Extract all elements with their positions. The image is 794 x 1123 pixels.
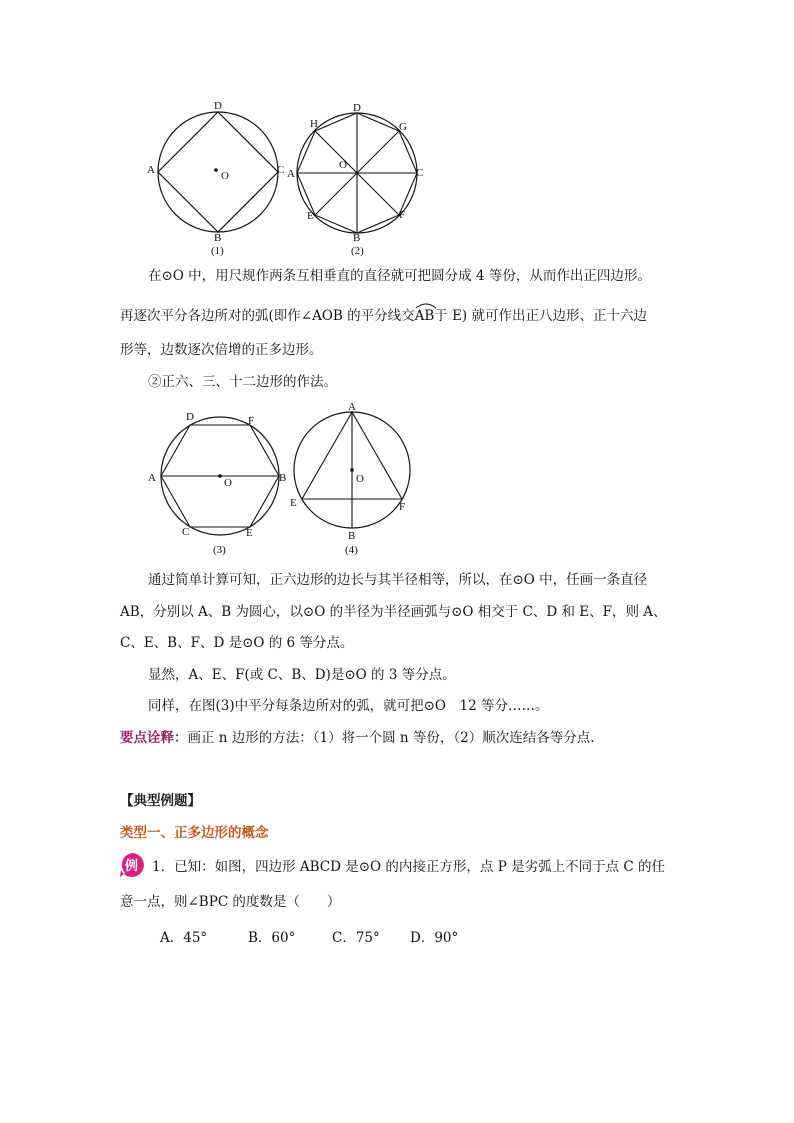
fig3-label-a: A bbox=[148, 472, 156, 484]
paragraph-1: 在⊙O 中，用尺规作两条互相垂直的直径就可把圆分成 4 等份，从而作出正四边形。 bbox=[148, 268, 651, 284]
fig1-label-c: C bbox=[277, 164, 285, 176]
example-line-1: 1．已知：如图，四边形 ABCD 是⊙O 的内接正方形，点 P 是劣弧上不同于点 C 的任 bbox=[152, 859, 665, 875]
paragraph-6: AB，分别以 A、B 为圆心，以⊙O 的半径为半径画弧与⊙O 相交于 C、D 和 E、F，则 A、 bbox=[120, 604, 667, 620]
example-line-2: 意一点，则∠BPC 的度数是（ ） bbox=[120, 894, 341, 910]
fig3-caption: (3) bbox=[213, 544, 226, 556]
paragraph-8: 显然，A、E、F(或 C、B、D)是⊙O 的 3 等分点。 bbox=[148, 667, 456, 683]
arc-ab bbox=[415, 306, 435, 326]
fig3-label-f: F bbox=[248, 415, 255, 427]
figure-4 bbox=[285, 400, 425, 564]
figure-1 bbox=[140, 95, 300, 264]
fig2-label-a: A bbox=[287, 168, 295, 180]
example-badge bbox=[119, 852, 145, 878]
fig4-label-f: F bbox=[399, 501, 406, 513]
key-point bbox=[120, 728, 680, 748]
fig1-label-b: B bbox=[214, 232, 222, 244]
paragraph-2-start: 再逐次平分各边所对的弧(即作∠AOB 的平分线交 bbox=[120, 308, 415, 324]
fig4-label-e: E bbox=[290, 497, 297, 509]
key-point-label: 要点诠释： bbox=[120, 730, 188, 746]
paragraph-2-end: 于 E) 就可作出正八边形、正十六边 bbox=[434, 308, 647, 324]
fig1-label-d: D bbox=[214, 100, 222, 112]
fig2-label-d: D bbox=[353, 102, 361, 114]
fig3-label-o: O bbox=[224, 477, 232, 489]
paragraph-2 bbox=[120, 306, 680, 326]
paragraph-5: 通过简单计算可知，正六边形的边长与其半径相等，所以，在⊙O 中，任画一条直径 bbox=[148, 572, 648, 588]
fig2-label-b: B bbox=[353, 232, 361, 244]
fig1-label-a: A bbox=[147, 164, 155, 176]
choice-d[interactable]: D．90° bbox=[410, 930, 459, 946]
fig2-label-c: C bbox=[416, 167, 424, 179]
arc-ab-label: AB bbox=[414, 308, 435, 324]
type-heading: 类型一、正多边形的概念 bbox=[120, 825, 269, 841]
paragraph-7: C、E、B、F、D 是⊙O 的 6 等分点。 bbox=[120, 635, 354, 651]
paragraph-4: ②正六、三、十二边形的作法。 bbox=[148, 374, 337, 390]
choice-b[interactable]: B．60° bbox=[248, 930, 296, 946]
fig2-label-f: F bbox=[399, 209, 406, 221]
figure-3 bbox=[140, 400, 300, 564]
example-badge-label: 例 bbox=[125, 859, 139, 874]
paragraph-9: 同样，在图(3)中平分每条边所对的弧，就可把⊙O 12 等分……。 bbox=[148, 698, 549, 714]
fig2-label-e: E bbox=[307, 210, 314, 222]
fig3-label-e: E bbox=[246, 527, 253, 539]
fig3-label-b: B bbox=[279, 472, 287, 484]
fig3-label-c: C bbox=[182, 526, 190, 538]
choice-a[interactable]: A．45° bbox=[160, 930, 208, 946]
fig4-label-a: A bbox=[348, 401, 356, 413]
section-heading: 【典型例题】 bbox=[120, 793, 201, 809]
fig2-label-h: H bbox=[310, 118, 318, 130]
paragraph-3: 形等，边数逐次倍增的正多边形。 bbox=[120, 342, 323, 358]
fig2-caption: (2) bbox=[351, 245, 364, 257]
key-point-text: 画正 n 边形的方法：（1）将一个圆 n 等份，（2）顺次连结各等分点. bbox=[187, 730, 595, 746]
fig4-label-o: O bbox=[356, 473, 364, 485]
fig1-caption: (1) bbox=[211, 245, 224, 257]
fig4-caption: (4) bbox=[345, 544, 358, 556]
choice-c[interactable]: C．75° bbox=[332, 930, 380, 946]
fig4-label-b: B bbox=[348, 530, 356, 542]
fig2-label-g: G bbox=[399, 121, 407, 133]
fig2-label-o: O bbox=[339, 159, 347, 171]
fig3-label-d: D bbox=[186, 411, 194, 423]
figure-2 bbox=[283, 95, 433, 264]
fig1-label-o: O bbox=[221, 170, 229, 182]
